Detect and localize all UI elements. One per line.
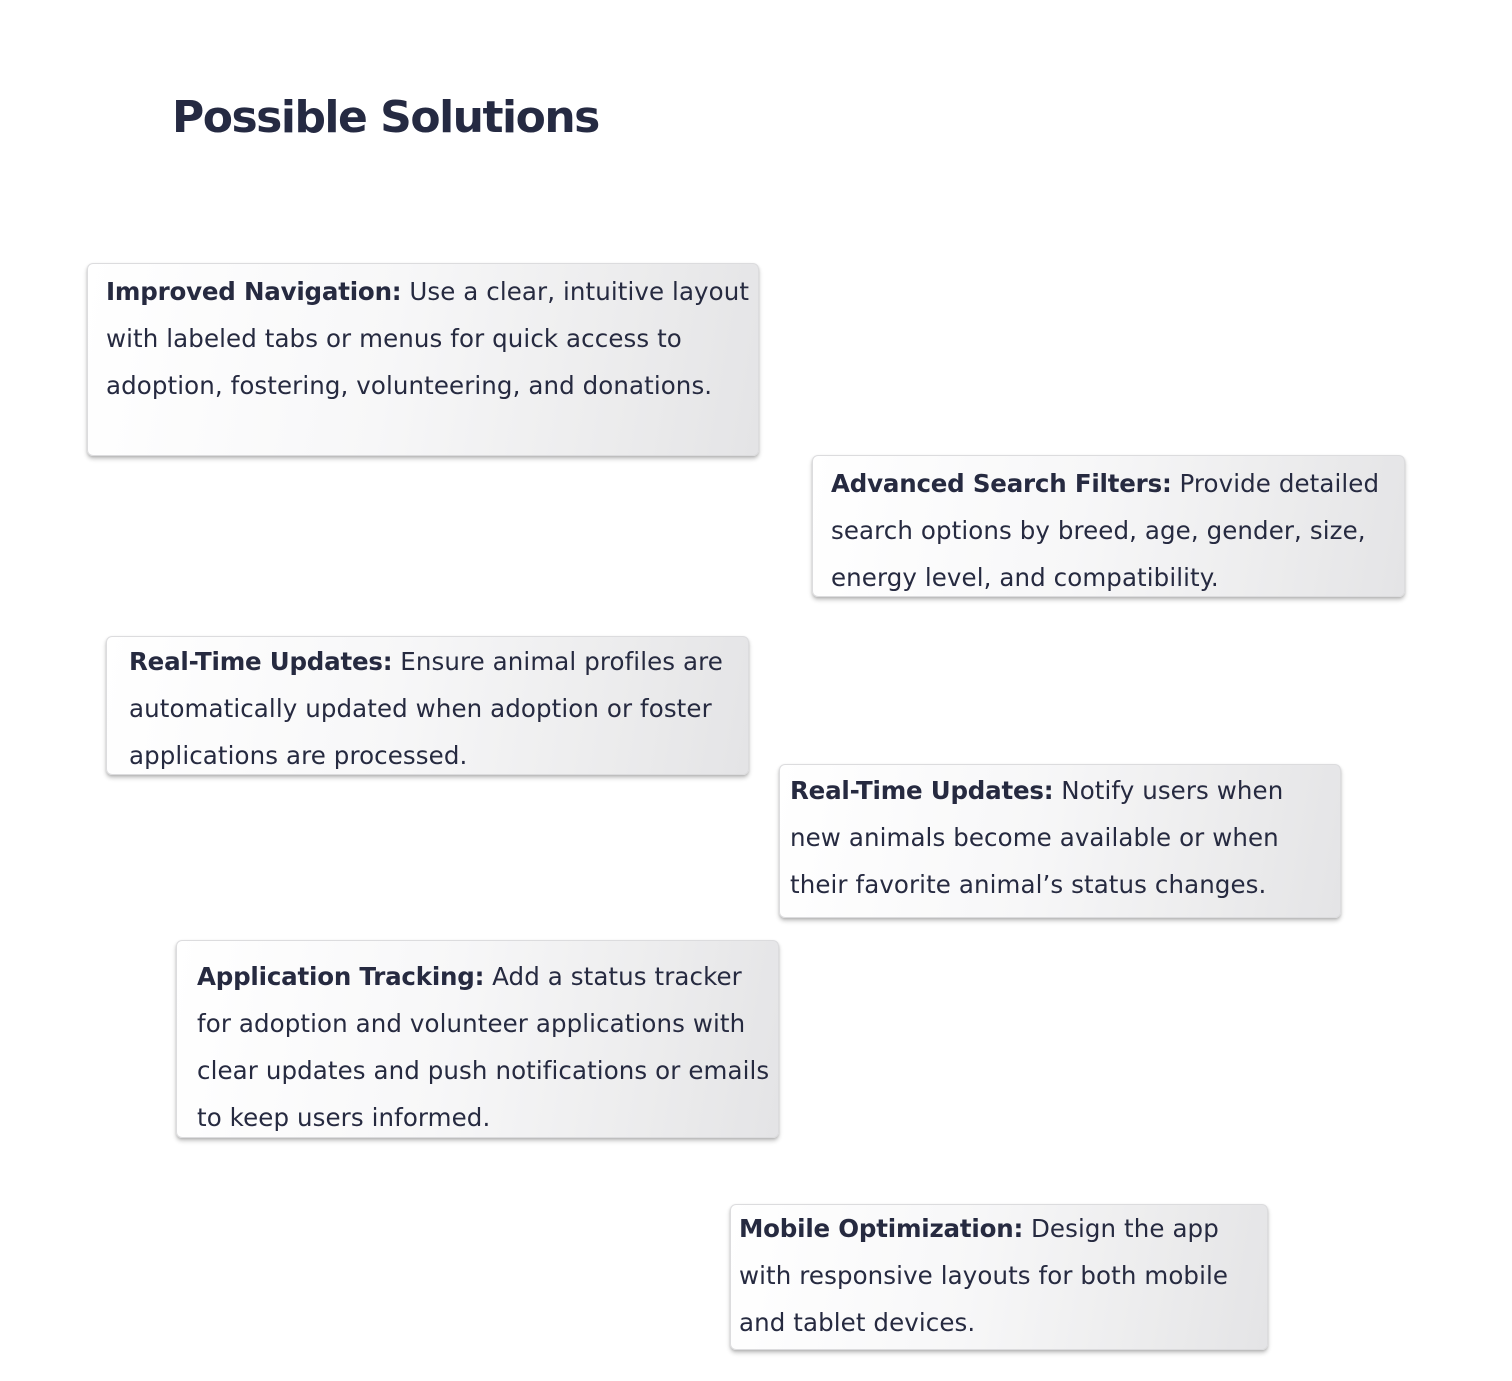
page-title: Possible Solutions — [172, 92, 599, 143]
solution-card-real-time-updates-notifications — [779, 764, 1341, 918]
solution-card-text: Provide detailed search options by breed, age, gender, size, energy level, and compatibility. — [831, 469, 1380, 592]
solution-card-label: Real-Time Updates: — [129, 647, 393, 676]
solution-card-body — [831, 460, 1398, 601]
solution-card-text: Notify users when new animals become available or when their favorite animal’s status changes. — [790, 776, 1284, 899]
solution-card-label: Mobile Optimization: — [739, 1214, 1024, 1243]
solution-card-label: Application Tracking: — [197, 962, 485, 991]
solution-card-body — [106, 268, 750, 409]
solution-card-text: Use a clear, intuitive layout with labeled tabs or menus for quick access to adoption, fostering, volunteering, and donations. — [106, 277, 750, 400]
solution-card-body — [739, 1205, 1259, 1346]
solution-card-application-tracking — [176, 940, 779, 1138]
solution-card-improved-navigation — [87, 263, 759, 456]
solution-card-mobile-optimization — [730, 1204, 1268, 1350]
solution-card-text: Add a status tracker for adoption and volunteer applications with clear updates and push notifications or emails to keep users informed. — [197, 962, 770, 1132]
solution-card-real-time-updates-profiles — [106, 636, 749, 775]
solution-card-text: Design the app with responsive layouts for both mobile and tablet devices. — [739, 1214, 1229, 1337]
solution-card-advanced-search-filters — [812, 455, 1405, 597]
solution-card-label: Improved Navigation: — [106, 277, 402, 306]
solution-card-text: Ensure animal profiles are automatically updated when adoption or foster applications are processed. — [129, 647, 723, 770]
solution-card-label: Advanced Search Filters: — [831, 469, 1172, 498]
solution-card-body — [790, 767, 1332, 908]
solution-card-label: Real-Time Updates: — [790, 776, 1054, 805]
solution-card-body — [197, 953, 770, 1141]
solution-card-body — [129, 638, 740, 779]
